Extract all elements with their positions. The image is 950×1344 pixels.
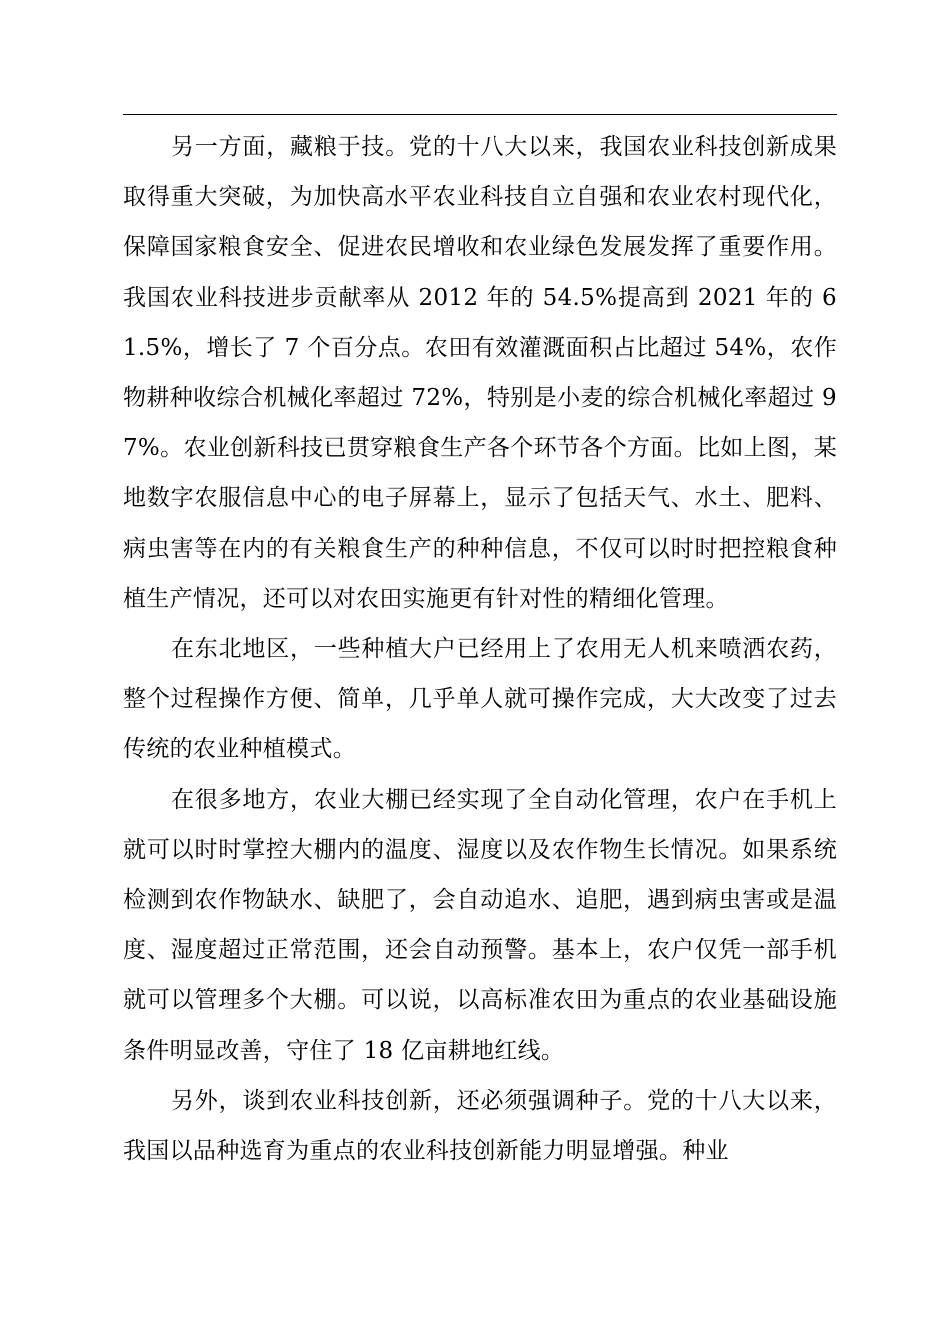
- header-rule: [123, 114, 837, 115]
- document-body: [123, 122, 837, 1176]
- paragraph-tech-grain-storage: 另一方面，藏粮于技。党的十八大以来，我国农业科技创新成果取得重大突破，为加快高水平农业科技自立自强和农业农村现代化，保障国家粮食安全、促进农民增收和农业绿色发展发挥了重要作用。我国农业科技进步贡献率从 2012 年的 54.5%提高到 2021 年的 61.5%，增长了 7 个百分点。农田有效灌溉面积占比超过 54%，农作物耕种收综合机械化率超过 72%，特别是小麦的综合机械化率超过 97%。农业创新科技已贯穿粮食生产各个环节各个方面。比如上图，某地数字农服信息中心的电子屏幕上，显示了包括天气、水土、肥料、病虫害等在内的有关粮食生产的种种信息，不仅可以时时把控粮食种植生产情况，还可以对农田实施更有针对性的精细化管理。: [123, 134, 837, 612]
- paragraph-northeast-drones: 在东北地区，一些种植大户已经用上了农用无人机来喷洒农药，整个过程操作方便、简单，几乎单人就可操作完成，大大改变了过去传统的农业种植模式。: [123, 636, 837, 763]
- paragraph-greenhouse-automation: 在很多地方，农业大棚已经实现了全自动化管理，农户在手机上就可以时时掌控大棚内的温度、湿度以及农作物生长情况。如果系统检测到农作物缺水、缺肥了，会自动追水、追肥，遇到病虫害或是温度、湿度超过正常范围，还会自动预警。基本上，农户仅凭一部手机就可以管理多个大棚。可以说，以高标准农田为重点的农业基础设施条件明显改善，守住了 18 亿亩耕地红线。: [123, 786, 837, 1064]
- paragraph-seed-innovation: 另外，谈到农业科技创新，还必须强调种子。党的十八大以来，我国以品种选育为重点的农业科技创新能力明显增强。种业: [123, 1087, 837, 1165]
